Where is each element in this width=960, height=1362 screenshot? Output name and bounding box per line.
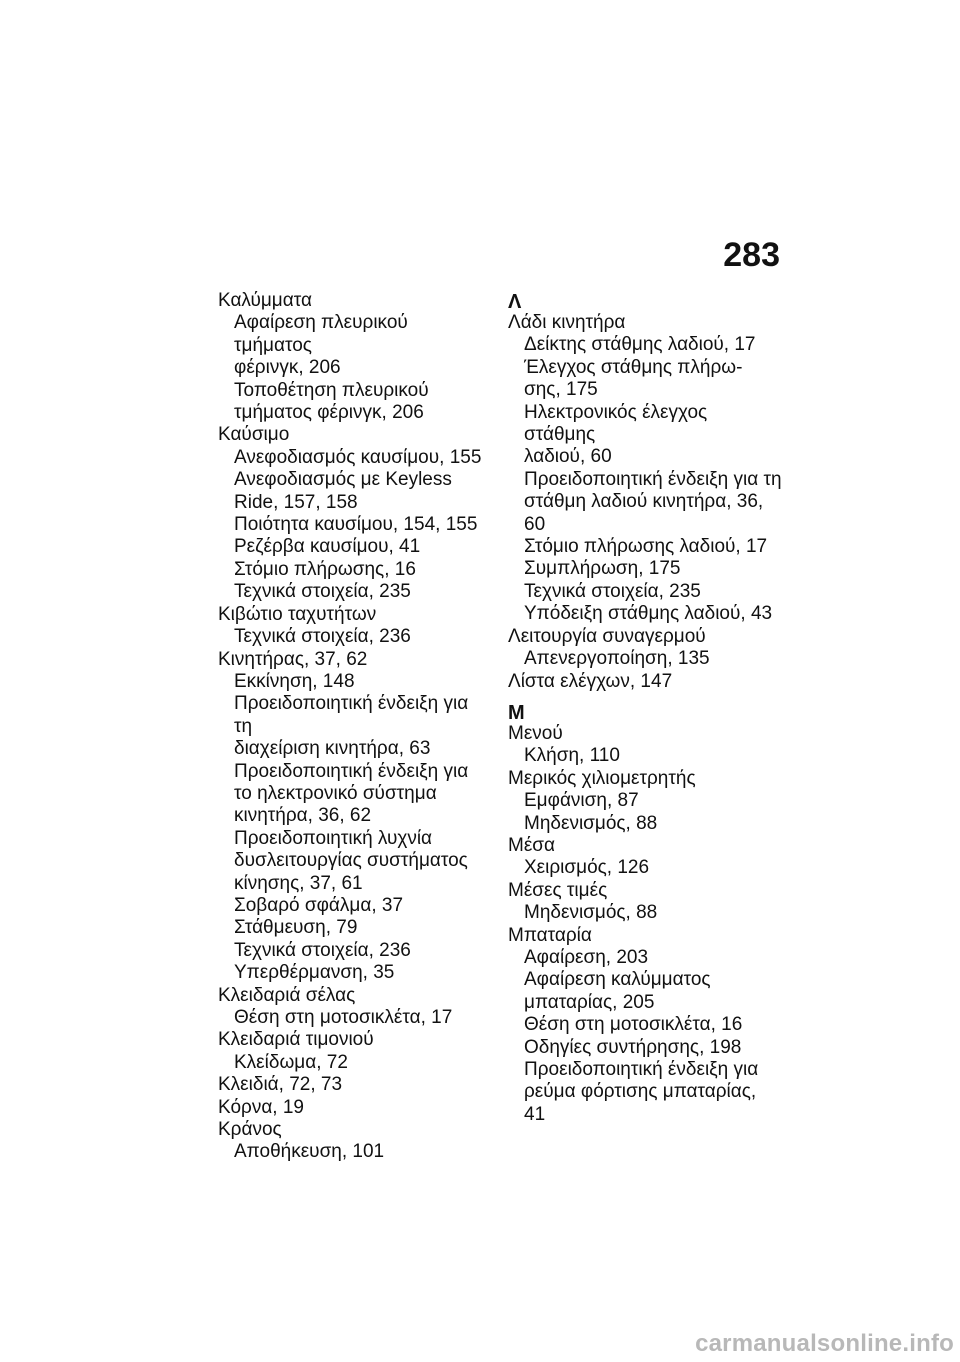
index-entry-heading: Κλειδαριά τιμονιού: [218, 1029, 374, 1051]
index-subentry: Τεχνικά στοιχεία, 235: [524, 580, 701, 602]
section-letter: Μ: [508, 701, 525, 724]
index-subentry: Στάθμευση, 79: [234, 917, 358, 939]
page-number: 283: [723, 236, 780, 274]
index-subentry: Μηδενισμός, 88: [524, 812, 658, 834]
index-entry: [218, 1074, 488, 1096]
index-subentry: κίνησης, 37, 61: [234, 872, 363, 894]
index-entry-heading: Μέσα: [508, 834, 556, 856]
index-subentry: διαχείριση κινητήρα, 63: [234, 738, 431, 760]
index-column-left: [218, 290, 488, 1164]
index-entry: [508, 925, 782, 1127]
index-subentry: Υπερθέρμανση, 35: [234, 962, 395, 984]
index-entry: [508, 671, 782, 693]
index-subentry: Κλείδωμα, 72: [234, 1051, 348, 1073]
index-subentry: μπαταρίας, 205: [524, 991, 655, 1013]
index-entry: [218, 424, 488, 603]
index-entry: [218, 290, 488, 424]
index-subentry: Κλήση, 110: [524, 745, 620, 767]
index-entry-heading: Μπαταρία: [508, 924, 592, 946]
index-subentry: Αφαίρεση καλύμματος: [524, 969, 711, 991]
index-subentry: Προειδοποιητική ένδειξη για: [234, 760, 469, 782]
index-subentry: Προειδοποιητική ένδειξη για τη: [524, 468, 782, 490]
index-subentry: Υπόδειξη στάθμης λαδιού, 43: [524, 603, 773, 625]
index-entry: [508, 312, 782, 626]
index-entry-heading: Μερικός χιλιομετρητής: [508, 767, 696, 789]
index-entry: [508, 835, 782, 880]
index-subentry: Απενεργοποίηση, 135: [524, 648, 710, 670]
index-entry-heading: Μέσες τιμές: [508, 879, 608, 901]
index-subentry: κινητήρα, 36, 62: [234, 805, 372, 827]
index-subentry: στάθμη λαδιού κινητήρα, 36,: [524, 491, 764, 513]
index-subentry: Τοποθέτηση πλευρικού: [234, 379, 429, 401]
index-subentry: 60: [524, 513, 546, 535]
index-subentry: Προειδοποιητική ένδειξη για: [524, 1059, 759, 1080]
index-entry-heading: Κράνος: [218, 1119, 282, 1141]
index-subentry: Προειδοποιητική λυχνία: [234, 827, 433, 849]
index-subentry: Μηδενισμός, 88: [524, 902, 658, 924]
index-subentry: Θέση στη μοτοσικλέτα, 16: [524, 1014, 743, 1036]
index-subentry: Χειρισμός, 126: [524, 857, 650, 879]
index-subentry: Τεχνικά στοιχεία, 235: [234, 581, 411, 603]
index-subentry: Αφαίρεση πλευρικού τμήματος: [234, 312, 408, 356]
index-subentry: Εμφάνιση, 87: [524, 790, 639, 812]
index-subentry: Οδηγίες συντήρησης, 198: [524, 1036, 742, 1058]
index-subentry: Αποθήκευση, 101: [234, 1141, 385, 1163]
index-column-right: [508, 290, 782, 1126]
index-entry-heading: Κιβώτιο ταχυτήτων: [218, 603, 377, 625]
index-entry: [218, 1029, 488, 1074]
index-subentry: Ride, 157, 158: [234, 491, 358, 513]
index-entry-heading: Λίστα ελέγχων, 147: [508, 670, 673, 692]
index-entry-heading: Κινητήρας, 37, 62: [218, 648, 368, 670]
index-subentry: Δείκτης στάθμης λαδιού, 17: [524, 334, 756, 356]
index-subentry: φέρινγκ, 206: [234, 357, 341, 379]
index-subentry: Ηλεκτρονικός έλεγχος στάθμης: [524, 401, 708, 446]
index-entry: [508, 880, 782, 925]
index-entry-heading: Λάδι κινητήρα: [508, 312, 626, 333]
index-subentry: Ανεφοδιασμός με Keyless: [234, 469, 452, 491]
watermark: carmanualsonline.info: [695, 1330, 954, 1357]
index-entry: [218, 1097, 488, 1119]
index-subentry: το ηλεκτρονικό σύστημα: [234, 782, 437, 804]
index-subentry: ρεύμα φόρτισης μπαταρίας, 41: [524, 1081, 757, 1125]
index-entry: [508, 723, 782, 768]
index-subentry: Αφαίρεση, 203: [524, 946, 649, 968]
index-entry-heading: Καύσιμο: [218, 424, 290, 446]
index-subentry: τμήματος φέρινγκ, 206: [234, 402, 424, 424]
index-subentry: Συμπλήρωση, 175: [524, 558, 681, 580]
index-subentry: Ποιότητα καυσίμου, 154, 155: [234, 514, 478, 536]
index-entry-heading: Κλειδιά, 72, 73: [218, 1074, 343, 1096]
index-subentry: σης, 175: [524, 379, 598, 401]
index-subentry: Θέση στη μοτοσικλέτα, 17: [234, 1007, 453, 1028]
index-subentry: Τεχνικά στοιχεία, 236: [234, 939, 411, 961]
index-subentry: Εκκίνηση, 148: [234, 670, 355, 692]
index-subentry: δυσλειτουργίας συστήματος: [234, 850, 468, 872]
index-entry-heading: Καλύμματα: [218, 290, 312, 311]
index-entry: [508, 768, 782, 835]
index-subentry: Ρεζέρβα καυσίμου, 41: [234, 536, 421, 558]
index-subentry: Στόμιο πλήρωσης λαδιού, 17: [524, 536, 768, 558]
index-entry-heading: Κόρνα, 19: [218, 1096, 304, 1118]
index-entry: [218, 649, 488, 985]
index-entry-heading: Μενού: [508, 722, 563, 744]
index-subentry: λαδιού, 60: [524, 446, 612, 468]
index-subentry: Τεχνικά στοιχεία, 236: [234, 626, 411, 648]
index-entry: [508, 626, 782, 671]
index-subentry: Έλεγχος στάθμης πλήρω-: [524, 356, 743, 378]
index-entry: [218, 604, 488, 649]
index-subentry: Στόμιο πλήρωσης, 16: [234, 558, 416, 580]
section-letter: Λ: [508, 291, 522, 313]
index-subentry: Σοβαρό σφάλμα, 37: [234, 894, 404, 916]
index-entry: [218, 985, 488, 1030]
index-entry: [218, 1119, 488, 1164]
index-subentry: Ανεφοδιασμός καυσίμου, 155: [234, 446, 482, 468]
index-entry-heading: Κλειδαριά σέλας: [218, 984, 356, 1006]
index-entry-heading: Λειτουργία συναγερμού: [508, 625, 706, 647]
index-subentry: Προειδοποιητική ένδειξη για τη: [234, 693, 469, 737]
